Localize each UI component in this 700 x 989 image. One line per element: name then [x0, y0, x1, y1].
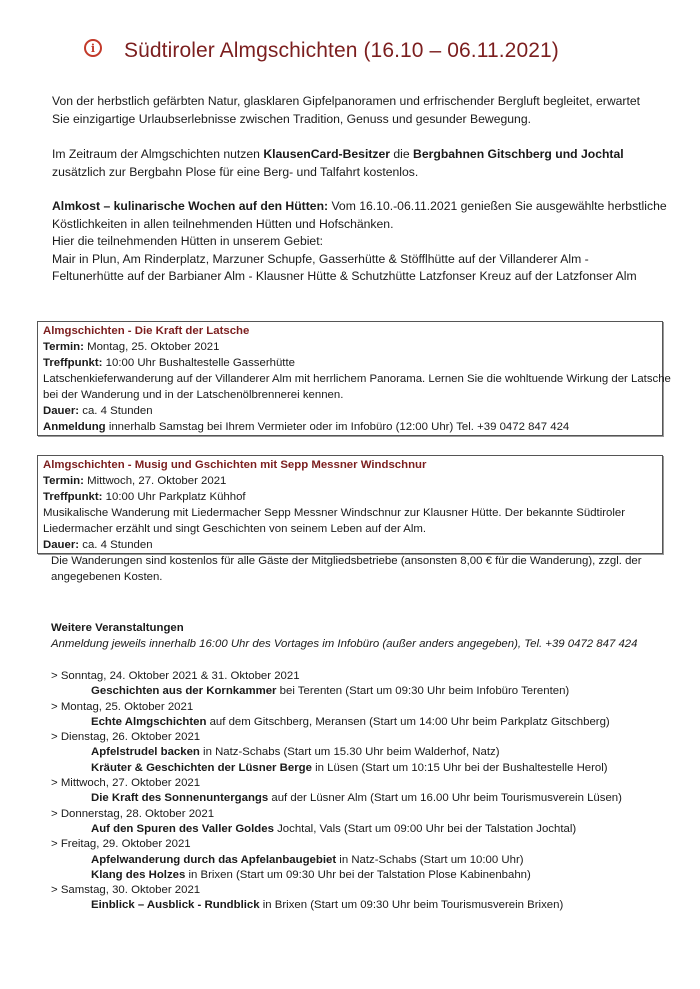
event-description: Latschenkieferwanderung auf der Villanderer Alm mit herrlichem Panorama. Lernen Sie die wohltuende Wirkung der Latsche — [43, 373, 671, 385]
almkost-line: Almkost – kulinarische Wochen auf den Hütten: Vom 16.10.-06.11.2021 genießen Sie ausgewählte herbstliche — [52, 199, 667, 213]
event-item — [51, 715, 622, 730]
event-item-detail: bei Terenten (Start um 09:30 Uhr beim Infobüro Terenten) — [276, 685, 570, 698]
event-item-title: Geschichten aus der Kornkammer — [91, 685, 277, 698]
event-treffpunkt: Treffpunkt: 10:00 Uhr Bushaltestelle Gasserhütte — [43, 357, 295, 369]
free-hikes-note — [51, 553, 642, 585]
event-date: > Dienstag, 26. Oktober 2021 — [51, 731, 201, 744]
event-date: > Mittwoch, 27. Oktober 2021 — [51, 777, 201, 790]
bergbahnen-name: Bergbahnen Gitschberg und Jochtal — [413, 147, 624, 161]
event-item-detail: in Natz-Schabs (Start um 15.30 Uhr beim Walderhof, Natz) — [199, 746, 500, 759]
note-line: angegebenen Kosten. — [51, 571, 163, 583]
event-item-title: Einblick – Ausblick - Rundblick — [91, 899, 260, 912]
event-item — [51, 822, 622, 837]
event-item-detail: auf dem Gitschberg, Meransen (Start um 14:00 Uhr beim Parkplatz Gitschberg) — [206, 715, 610, 728]
klausencard-line: Im Zeitraum der Almgschichten nutzen KlausenCard-Besitzer die Bergbahnen Gitschberg und Jochtal — [52, 147, 624, 161]
almkost-line: Köstlichkeiten in allen teilnehmenden Hütten und Hofschänken. — [52, 216, 394, 231]
almkost-line: Mair in Plun, Am Rinderplatz, Marzuner Schupfe, Gasserhütte & Stöfflhütte auf der Villanderer Alm - — [52, 251, 589, 266]
event-box-musig — [37, 455, 663, 554]
event-item-title: Echte Almgschichten — [91, 715, 207, 728]
klausencard-line: zusätzlich zur Bergbahn Plose für eine Berg- und Talfahrt kostenlos. — [52, 164, 419, 179]
intro-paragraph — [52, 93, 652, 128]
event-item — [51, 868, 622, 883]
events-list — [51, 669, 622, 914]
event-description: Liedermacher erzählt und singt Geschichten von seinem Leben auf der Alm. — [43, 523, 427, 535]
intro-line: Sie einzigartige Urlaubserlebnisse zwischen Tradition, Genuss und gesunder Bewegung. — [52, 111, 531, 126]
event-termin: Termin: Montag, 25. Oktober 2021 — [43, 341, 220, 353]
event-item — [51, 745, 622, 760]
event-item-detail: in Lüsen (Start um 10:15 Uhr bei der Bushaltestelle Herol) — [311, 761, 608, 774]
event-box-title: Almgschichten - Musig und Gschichten mit Sepp Messner Windschnur — [43, 459, 427, 471]
klausencard-owner: KlausenCard-Besitzer — [263, 147, 390, 161]
event-item — [51, 684, 622, 699]
klausencard-paragraph — [52, 146, 652, 181]
event-item-title: Auf den Spuren des Valler Goldes — [91, 822, 274, 835]
further-events-heading: Weitere Veranstaltungen — [51, 622, 184, 634]
event-item-title: Apfelstrudel backen — [91, 746, 200, 759]
event-item-detail: auf der Lüsner Alm (Start um 16.00 Uhr beim Tourismusverein Lüsen) — [268, 792, 622, 805]
almkost-line: Feltunerhütte auf der Barbianer Alm - Klausner Hütte & Schutzhütte Latzfonser Kreuz auf der Latzfonser Alm — [52, 269, 637, 283]
event-item-title: Apfelwanderung durch das Apfelanbaugebiet — [91, 853, 337, 866]
event-date: > Freitag, 29. Oktober 2021 — [51, 838, 191, 851]
further-events-header — [51, 620, 637, 652]
almkost-heading: Almkost – kulinarische Wochen auf den Hütten: — [52, 199, 329, 213]
event-item-detail: Jochtal, Vals (Start um 09:00 Uhr bei der Talstation Jochtal) — [273, 822, 577, 835]
registration-note: Anmeldung jeweils innerhalb 16:00 Uhr des Vortages im Infobüro (außer anders angegeben), Tel. +39 0472 847 424 — [51, 638, 638, 650]
page-title: Südtiroler Almgschichten (16.10 – 06.11.2021) — [124, 39, 559, 62]
event-item-title: Klang des Holzes — [91, 868, 186, 881]
event-box-latsche — [37, 321, 671, 436]
event-treffpunkt: Treffpunkt: 10:00 Uhr Parkplatz Kühhof — [43, 491, 246, 503]
almkost-line: Hier die teilnehmenden Hütten in unserem Gebiet: — [52, 234, 323, 248]
event-date: > Samstag, 30. Oktober 2021 — [51, 884, 201, 897]
info-icon: i — [84, 39, 102, 57]
event-description: Musikalische Wanderung mit Liedermacher Sepp Messner Windschnur zur Klausner Hütte. Der bekannte Südtiroler — [43, 507, 626, 519]
almkost-paragraph — [52, 198, 667, 286]
title-row — [84, 36, 559, 66]
event-item — [51, 791, 622, 806]
event-item-title: Kräuter & Geschichten der Lüsner Berge — [91, 761, 312, 774]
event-date: > Donnerstag, 28. Oktober 2021 — [51, 807, 215, 820]
event-date: > Montag, 25. Oktober 2021 — [51, 700, 194, 713]
note-line: Die Wanderungen sind kostenlos für alle Gäste der Mitgliedsbetriebe (ansonsten 8,00 € für die Wanderung), zzgl. der — [51, 555, 642, 567]
intro-line: Von der herbstlich gefärbten Natur, glasklaren Gipfelpanoramen und erfrischender Bergluft begleitet, erwartet — [52, 94, 641, 108]
event-date: > Sonntag, 24. Oktober 2021 & 31. Oktober 2021 — [51, 670, 300, 682]
event-dauer: Dauer: ca. 4 Stunden — [43, 405, 153, 417]
event-item-detail: in Natz-Schabs (Start um 10:00 Uhr) — [336, 853, 524, 866]
event-termin: Termin: Mittwoch, 27. Oktober 2021 — [43, 475, 227, 487]
event-item-title: Die Kraft des Sonnenuntergangs — [91, 792, 269, 805]
event-item — [51, 761, 622, 776]
event-item-detail: in Brixen (Start um 09:30 Uhr beim Tourismusverein Brixen) — [259, 899, 564, 912]
event-item-detail: in Brixen (Start um 09:30 Uhr bei der Talstation Plose Kabinenbahn) — [185, 868, 531, 881]
event-anmeldung: Anmeldung innerhalb Samstag bei Ihrem Vermieter oder im Infobüro (12:00 Uhr) Tel. +39 0472 847 424 — [43, 421, 570, 433]
event-description: bei der Wanderung und in der Latschenölbrennerei kennen. — [43, 389, 344, 401]
event-item — [51, 853, 622, 868]
event-box-title: Almgschichten - Die Kraft der Latsche — [43, 325, 250, 337]
event-dauer: Dauer: ca. 4 Stunden — [43, 539, 153, 551]
event-item — [51, 898, 622, 913]
